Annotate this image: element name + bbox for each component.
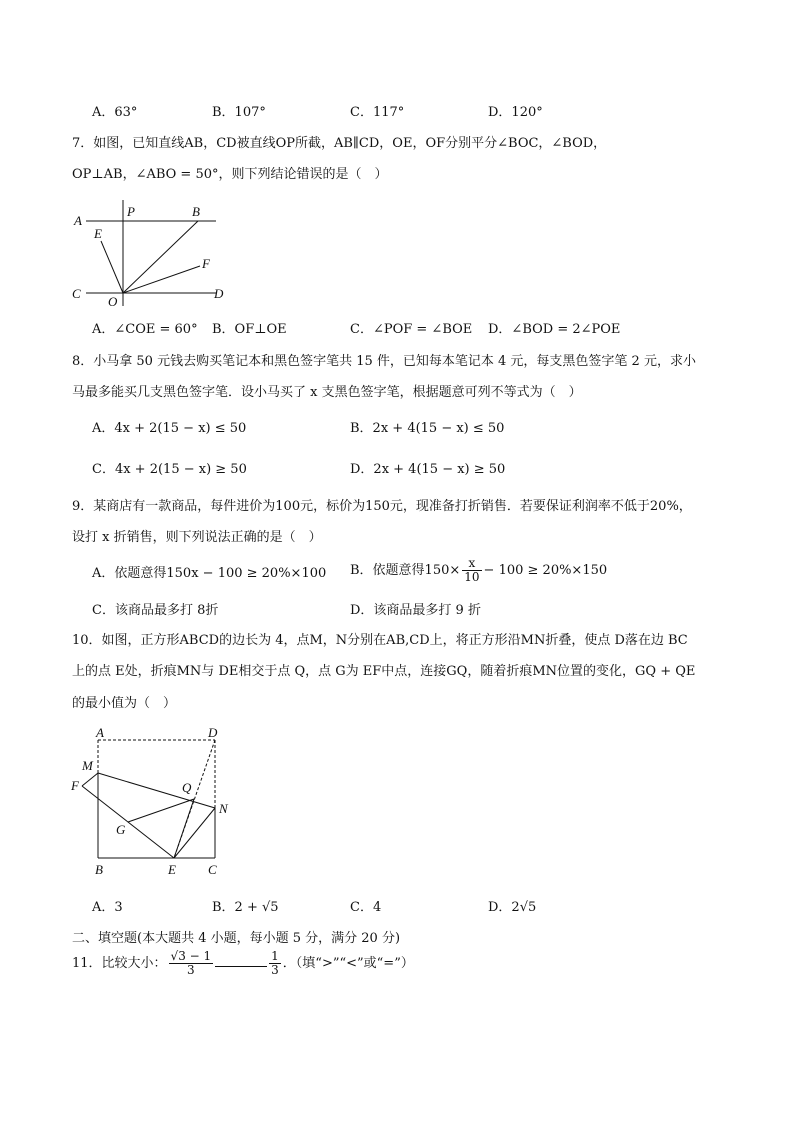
q7-label-b: B bbox=[192, 204, 200, 219]
q7-stem-line2: OP⊥AB，∠ABO = 50°，则下列结论错误的是（ ） bbox=[72, 167, 388, 182]
q7-label-e: E bbox=[94, 226, 102, 241]
q6-option-a: A．63° bbox=[92, 105, 138, 120]
q9-option-b-fraction bbox=[462, 557, 481, 584]
q7-label-p: P bbox=[127, 204, 135, 219]
q8-option-b: B．2x + 4(15 − x) ≤ 50 bbox=[350, 421, 505, 436]
q7-label-f: F bbox=[202, 256, 210, 271]
q10-stem-line2: 上的点 E处，折痕MN与 DE相交于点 Q，点 G为 EF中点，连接GQ，随着折痕MN位置的变化，GQ + QE bbox=[72, 664, 696, 679]
q10-option-d: D．2√5 bbox=[488, 900, 537, 915]
q8-stem-line2: 马最多能买几支黑色签字笔．设小马买了 x 支黑色签字笔，根据题意可列不等式为（ ） bbox=[72, 385, 582, 400]
q8-option-a: A．4x + 2(15 − x) ≤ 50 bbox=[92, 421, 247, 436]
q10-label-n: N bbox=[219, 801, 228, 816]
q11-fraction-left-numerator: √3 − 1 bbox=[170, 949, 212, 963]
q7-stem-line1: 7．如图，已知直线AB，CD被直线OP所截，AB∥CD，OE，OF分别平分∠BOC，∠BOD， bbox=[72, 136, 607, 151]
q7-option-a: A．∠COE = 60° bbox=[92, 322, 198, 337]
q9-stem-line1: 9．某商店有一款商品，每件进价为100元，标价为150元，现准备打折销售．若要保证利润率不低于20%， bbox=[72, 499, 692, 514]
q9-stem-line2: 设打 x 折销售，则下列说法正确的是（ ） bbox=[72, 530, 322, 545]
q9-option-c: C．该商品最多打 8折 bbox=[92, 603, 219, 618]
q10-figure bbox=[68, 726, 248, 882]
q7-ray-oe bbox=[101, 241, 123, 293]
q6-option-b: B．107° bbox=[212, 105, 266, 120]
q11-prefix: 11．比较大小： bbox=[72, 956, 167, 971]
q9-option-b bbox=[350, 557, 607, 584]
q10-segment-mf bbox=[82, 773, 98, 786]
q10-segment-gq bbox=[128, 799, 194, 822]
q10-label-c: C bbox=[208, 862, 217, 877]
q9-option-d: D．该商品最多打 9 折 bbox=[350, 603, 481, 618]
q6-option-d: D．120° bbox=[488, 105, 543, 120]
q10-option-a: A．3 bbox=[92, 900, 123, 915]
q11-fraction-right bbox=[269, 950, 281, 977]
q7-ray-of bbox=[123, 266, 200, 293]
q7-option-b: B．OF⊥OE bbox=[212, 322, 287, 337]
q7-label-c: C bbox=[72, 286, 81, 301]
q10-crease-mn bbox=[98, 773, 215, 808]
q10-label-q: Q bbox=[182, 780, 192, 795]
q10-label-e: E bbox=[168, 862, 176, 877]
q10-label-m: M bbox=[82, 758, 93, 773]
q10-segment-en bbox=[174, 808, 215, 858]
q8-option-d: D．2x + 4(15 − x) ≥ 50 bbox=[350, 462, 506, 477]
q7-option-d: D．∠BOD = 2∠POE bbox=[488, 322, 621, 337]
q9-option-b-prefix: B．依题意得150× bbox=[350, 563, 461, 578]
q10-label-f: F bbox=[71, 778, 79, 793]
q7-option-c: C．∠POF = ∠BOE bbox=[350, 322, 473, 337]
q7-ray-ob bbox=[123, 221, 198, 293]
q11-fraction-right-denominator: 3 bbox=[271, 963, 279, 977]
q10-segment-qe bbox=[174, 799, 194, 858]
q10-stem-line3: 的最小值为（ ） bbox=[72, 696, 177, 711]
q10-stem-line1: 10．如图，正方形ABCD的边长为 4，点M，N分别在AB,CD上，将正方形沿MN折叠，使点 D落在边 BC bbox=[72, 633, 688, 648]
section-heading-fill-in: 二、填空题(本大题共 4 小题，每小题 5 分，满分 20 分) bbox=[72, 931, 401, 946]
q9-option-b-denominator: 10 bbox=[464, 570, 480, 584]
q8-option-c: C．4x + 2(15 − x) ≥ 50 bbox=[92, 462, 247, 477]
q10-option-c: C．4 bbox=[350, 900, 382, 915]
q7-label-d: D bbox=[214, 286, 224, 301]
q8-stem-line1: 8．小马拿 50 元钱去购买笔记本和黑色签字笔共 15 件，已知每本笔记本 4 元，每支黑色签字笔 2 元，求小 bbox=[72, 354, 696, 369]
q9-option-b-suffix: − 100 ≥ 20%×150 bbox=[483, 563, 608, 578]
q11-suffix: ．（填“>”“<”或“=”） bbox=[282, 956, 414, 971]
q11-stem bbox=[72, 950, 414, 977]
q11-fraction-right-numerator: 1 bbox=[271, 949, 279, 963]
q6-option-c: C．117° bbox=[350, 105, 405, 120]
q10-label-b: B bbox=[95, 862, 103, 877]
q9-option-a: A．依题意得150x − 100 ≥ 20%×100 bbox=[92, 566, 327, 581]
q10-option-b: B．2 + √5 bbox=[212, 900, 279, 915]
q11-fraction-left bbox=[169, 950, 214, 977]
q7-label-o: O bbox=[108, 294, 118, 309]
q10-label-d: D bbox=[208, 726, 218, 740]
q10-label-g: G bbox=[116, 822, 126, 837]
q11-answer-blank[interactable] bbox=[215, 954, 267, 967]
q10-label-a: A bbox=[96, 726, 104, 740]
q11-fraction-left-denominator: 3 bbox=[187, 963, 195, 977]
q7-label-a: A bbox=[74, 213, 82, 228]
q7-figure bbox=[68, 196, 238, 316]
q9-option-b-numerator: x bbox=[462, 557, 481, 571]
